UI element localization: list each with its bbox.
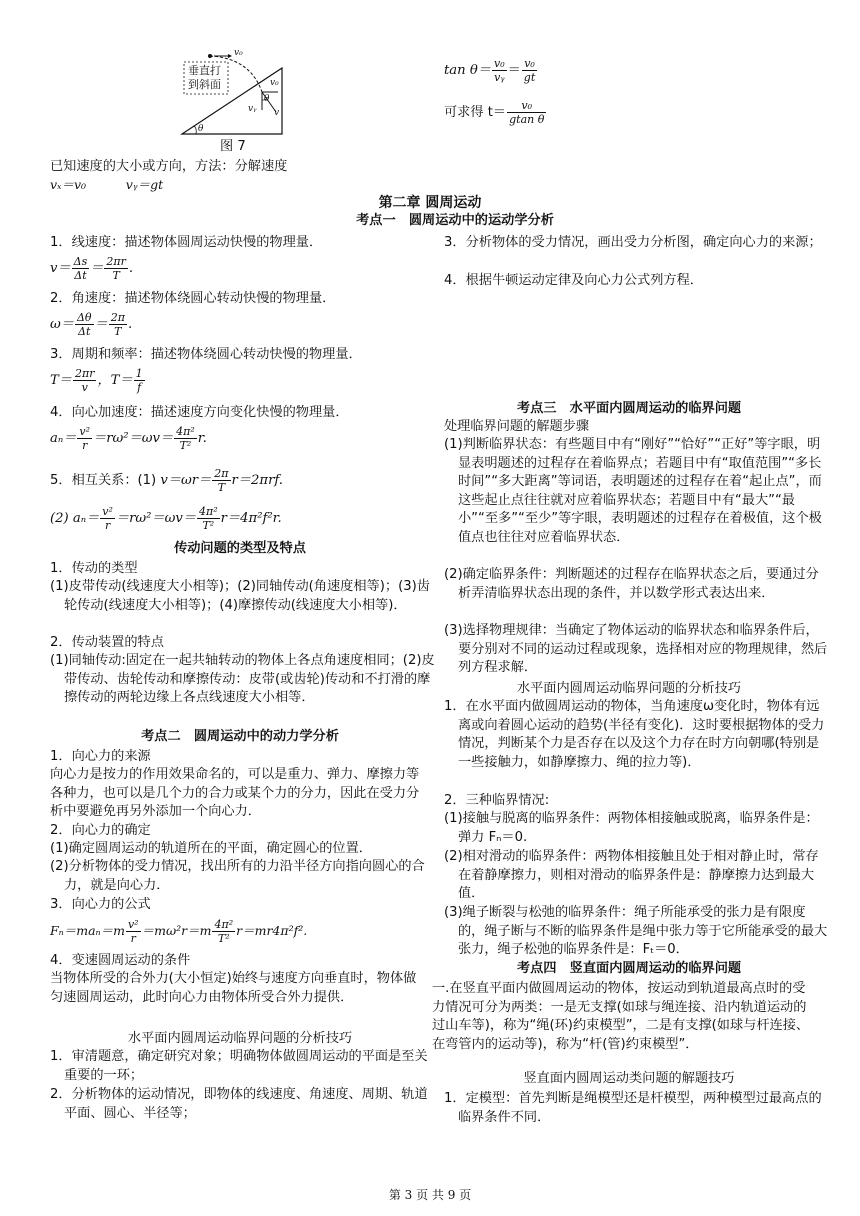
decompose-velocity-text: 已知速度的大小或方向，方法：分解速度 <box>50 159 288 174</box>
right-top-d: 4．根据牛顿运动定律及向心力公式列方程． <box>444 273 703 288</box>
k2-s4-text: 当物体所受的合外力(大小恒定)始终与速度方向垂直时，物体做匀速圆周运动，此时向心力由物体所受合外力提供． <box>50 971 417 1005</box>
tan-formula: tan θ＝ $\frac{\text{v₀}}{\text{vᵧ}}$ ＝ $\frac{\text{v₀}}{gt}$ <box>444 56 536 84</box>
k4-p1: 一.在竖直平面内做圆周运动的物体，按运动到轨道最高点时的受力情况可分为两类：一是无支撑(如球与绳连接、沿内轨道运动的过山车等)，称为“绳(环)约束模型”，二是有支撑(如球与杆连接、在弯管内的运动等)，称为“杆(管)约束模型”． <box>432 981 810 1052</box>
k1-item4: 4．向心加速度：描述速度方向变化快慢的物理量． <box>50 405 349 420</box>
transmission-types-heading: 1．传动的类型 <box>50 561 138 576</box>
k3-q1: 1．在水平面内做圆周运动的物体，当角速度ω变化时，物体有远离或向着圆心运动的趋势(半径有变化)．这时要根据物体的受力情况，判断某个力是否存在以及这个力存在时方向朝哪(特别是一些接触力，如静摩擦力、绳的拉力等)． <box>444 699 825 770</box>
k2-s2-text-a: (1)确定圆周运动的轨道所在的平面，确定圆心的位置． <box>50 841 372 856</box>
figure-caption: 图 7 <box>220 139 246 154</box>
k1-formula-centripetal-accel: aₙ＝ $\frac{\text{v²}}{r}$ ＝rω²＝ωv＝ $\frac{\text{4π²}}{\text{T²}}$ r. <box>50 425 207 452</box>
k4-s1: 1．定模型：首先判断是绳模型还是杆模型，两种模型过最高点的临界条件不同． <box>444 1091 822 1125</box>
k3-title: 考点三 水平面内圆周运动的临界问题 <box>516 401 742 416</box>
transmission-features-heading: 2．传动装置的特点 <box>50 635 164 650</box>
figure-label-v: v <box>274 108 280 118</box>
k2-s2-heading: 2．向心力的确定 <box>50 823 151 838</box>
k3-q2: 2．三种临界情况: <box>444 793 550 808</box>
k2-centripetal-force-formula: Fₙ＝maₙ＝m $\frac{\text{v²}}{r}$ ＝mω²r＝m $\frac{\text{4π²}}{\text{T²}}$ r＝mr4π²f². <box>50 918 308 945</box>
figure-label-v0: v₀ <box>234 48 243 58</box>
k1-formula-linear-velocity: v＝ $\frac{\Delta s}{\Delta t}$ ＝ $\frac{2\pi r}{T}$ . <box>50 255 134 282</box>
k1-item5: 5．相互关系：(1) v＝ωr＝ $\frac{2\pi}{T}$ r＝2πrf. <box>50 467 283 494</box>
k1-formula-angular-velocity: ω＝ $\frac{\Delta\theta}{\Delta t}$ ＝ $\frac{2\pi}{T}$ . <box>50 311 133 338</box>
skill-left-title: 水平面内圆周运动临界问题的分析技巧 <box>127 1031 353 1046</box>
k3-q2b: (2)相对滑动的临界条件：两物体相接触且处于相对静止时，常存在着静摩擦力，则相对滑动的临界条件是：静摩擦力达到最大值． <box>444 849 819 901</box>
k3-intro: 处理临界问题的解题步骤 <box>444 419 590 434</box>
right-top-c: 3．分析物体的受力情况，画出受力分析图，确定向心力的来源； <box>444 235 822 250</box>
k2-s2-text-b: (2)分析物体的受力情况，找出所有的力沿半径方向指向圆心的合力，就是向心力． <box>50 859 425 893</box>
k3-p1: (1)判断临界状态：有些题目中有“刚好”“恰好”“正好”等字眼，明显表明题述的过程存在着临界点；若题目中有“取值范围”“多长时间”“多大距离”等词语，表明题述的过程存在着“起止点”，而这些起止点往往就对应着临界状态；若题目中有“最大”“最小”“至多”“至少”等字眼，表明题述的过程存在着极值，这个极值点也往往对应着临界状态． <box>444 437 822 545</box>
page-footer: 第 3 页 共 9 页 <box>388 1188 472 1202</box>
k2-s1-heading: 1．向心力的来源 <box>50 749 151 764</box>
figure-label-theta-incline: θ <box>198 124 204 134</box>
chapter-title: 第二章 圆周运动 <box>378 195 482 211</box>
k1-item2: 2．角速度：描述物体绕圆心转动快慢的物理量． <box>50 291 336 306</box>
k2-s1-text: 向心力是按力的作用效果命名的，可以是重力、弹力、摩擦力等各种力，也可以是几个力的合力或某个力的分力，因此在受力分析中要避免再另外添加一个向心力． <box>50 767 420 819</box>
k2-title: 考点二 圆周运动中的动力学分析 <box>141 729 339 744</box>
k3-skill-title: 水平面内圆周运动临界问题的分析技巧 <box>516 681 742 696</box>
velocity-components: vₓ＝v₀ vᵧ＝gt <box>50 177 164 192</box>
transmission-features-text: (1)同轴传动:固定在一起共轴转动的物体上各点角速度相同；(2)皮带传动、齿轮传动和摩擦传动：皮带(或齿轮)传动和不打滑的摩擦传动的两轮边缘上各点线速度大小相等． <box>50 653 435 705</box>
k1-item1: 1．线速度：描述物体圆周运动快慢的物理量． <box>50 235 323 250</box>
figure-box-text-1: 垂直打 <box>188 64 221 77</box>
k2-s4-heading: 4．变速圆周运动的条件 <box>50 953 191 968</box>
k1-item3: 3．周期和频率：描述物体绕圆心转动快慢的物理量． <box>50 347 362 362</box>
figure-label-theta-velocity: θ <box>264 94 270 104</box>
figure-label-vx: v₀ <box>270 78 279 88</box>
k3-p2: (2)确定临界条件：判断题述的过程存在临界状态之后，要通过分析弄清临界状态出现的条件，并以数学形式表达出来． <box>444 567 819 601</box>
time-formula: 可求得 t＝ $\frac{\text{v₀}}{\text{gtan θ}}$ <box>444 98 545 126</box>
k4-title: 考点四 竖直面内圆周运动的临界问题 <box>516 961 742 976</box>
figure-box-text-2: 到斜面 <box>188 78 221 91</box>
projectile-incline-figure <box>180 48 290 140</box>
k3-q2c: (3)绳子断裂与松弛的临界条件：绳子所能承受的张力是有限度的，绳子断与不断的临界条件是绳中张力等于它所能承受的最大张力，绳子松弛的临界条件是：Fₜ＝0． <box>444 905 828 957</box>
skill-left-b: 2．分析物体的运动情况，即物体的线速度、角速度、周期、轨道平面、圆心、半径等； <box>50 1087 428 1121</box>
k1-title: 考点一 圆周运动中的运动学分析 <box>356 213 554 228</box>
transmission-title: 传动问题的类型及特点 <box>174 541 306 556</box>
transmission-types-text: (1)皮带传动(线速度大小相等)；(2)同轴传动(角速度相等)；(3)齿轮传动(线速度大小相等)；(4)摩擦传动(线速度大小相等)． <box>50 579 430 613</box>
k3-p3: (3)选择物理规律：当确定了物体运动的临界状态和临界条件后，要分别对不同的运动过程或现象，选择相对应的物理规律，然后列方程求解． <box>444 623 828 675</box>
k4-skill-title: 竖直面内圆周运动类问题的解题技巧 <box>523 1071 735 1086</box>
k2-s3-heading: 3．向心力的公式 <box>50 897 151 912</box>
skill-left-a: 1．审清题意，确定研究对象；明确物体做圆周运动的平面是至关重要的一环； <box>50 1049 428 1083</box>
k3-q2a: (1)接触与脱离的临界条件：两物体相接触或脱离，临界条件是：弹力 Fₙ＝0. <box>444 811 819 845</box>
figure-label-vy: vᵧ <box>248 104 257 114</box>
k1-item5b: (2) aₙ＝ $\frac{\text{v²}}{r}$ ＝rω²＝ωv＝ $\frac{\text{4π²}}{\text{T²}}$ r＝4π²f²r. <box>50 505 282 532</box>
k1-formula-period: T＝ $\frac{2\pi r}{v}$ ，T＝ $\frac{1}{f}$ <box>50 367 143 394</box>
